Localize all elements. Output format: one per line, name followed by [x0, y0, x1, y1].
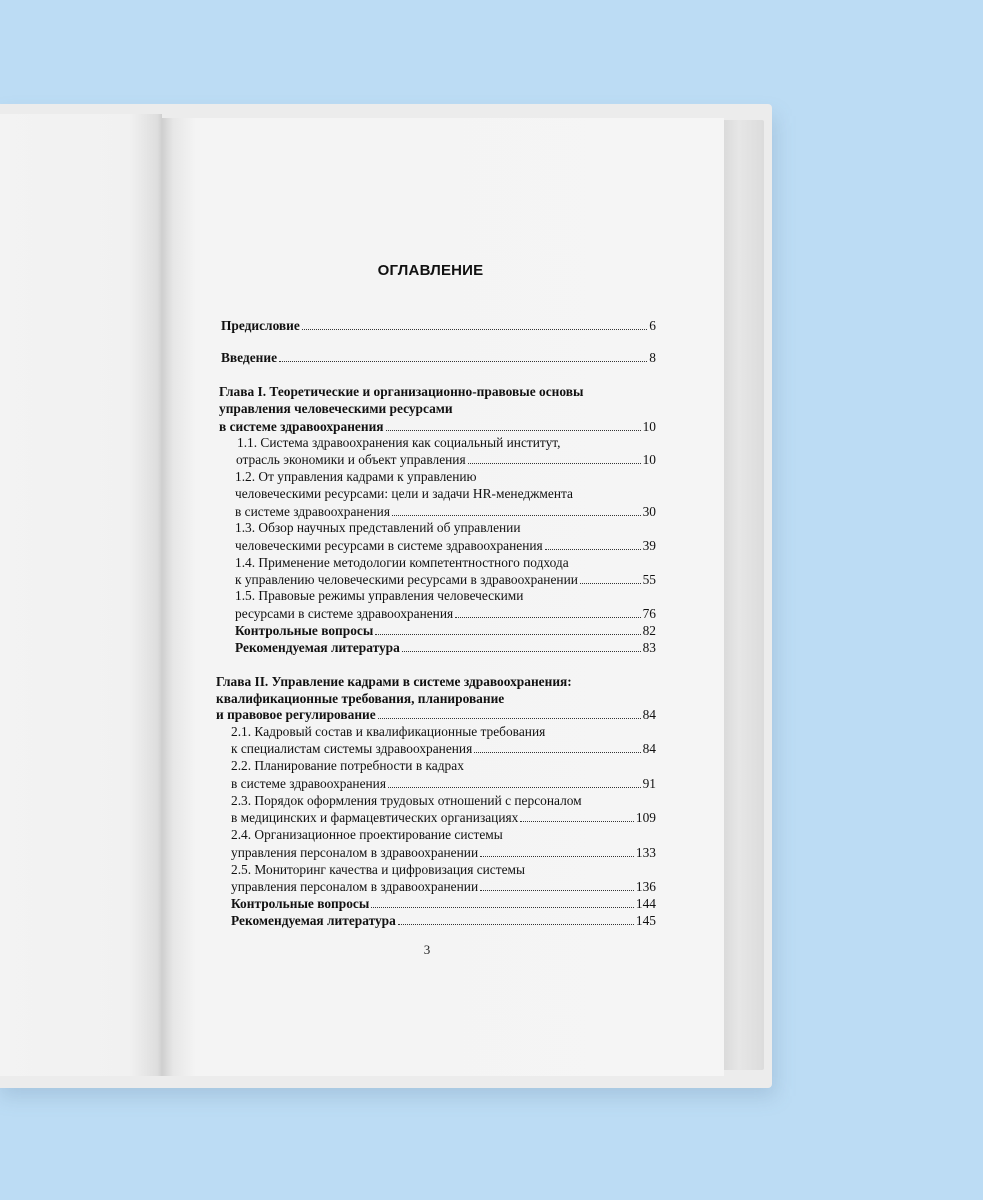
toc-entry-text: 1.1. Система здравоохранения как социальный институт,	[237, 435, 561, 450]
toc-entry	[235, 555, 569, 571]
page-edges	[722, 120, 764, 1070]
toc-entry-text: человеческими ресурсами: цели и задачи HR-менеджмента	[235, 486, 573, 501]
toc-entry-text: Введение	[221, 350, 278, 365]
toc-entry-page: 133	[635, 845, 656, 860]
toc-entry	[221, 318, 656, 334]
toc-entry-text: управления персоналом в здравоохранении	[231, 879, 479, 894]
toc-entry	[231, 913, 656, 929]
toc-entry-page: 8	[649, 350, 656, 365]
toc-entry-page: 84	[642, 707, 656, 722]
toc-entry-page: 83	[642, 640, 656, 655]
toc-entry-page: 91	[642, 776, 656, 791]
toc-entry-text: 1.3. Обзор научных представлений об управлении	[235, 520, 521, 535]
toc-entry-text: ресурсами в системе здравоохранения	[235, 606, 454, 621]
dot-leader	[371, 907, 634, 908]
toc-entry-text: 2.5. Мониторинг качества и цифровизация системы	[231, 862, 526, 877]
toc-entry-page: 145	[635, 913, 656, 928]
toc-entry	[235, 572, 656, 588]
toc-entry	[216, 691, 504, 707]
toc-entry-text: к управлению человеческими ресурсами в здравоохранении	[235, 572, 578, 587]
toc-entry-page: 30	[642, 504, 656, 519]
dot-leader	[402, 651, 641, 652]
toc-entry	[231, 724, 545, 740]
toc-entry-page: 136	[635, 879, 656, 894]
dot-leader	[392, 515, 641, 516]
toc-entry-text: Контрольные вопросы	[231, 896, 370, 911]
toc-entry-page: 82	[642, 623, 656, 638]
dot-leader	[455, 617, 640, 618]
toc-entry-text: 2.3. Порядок оформления трудовых отношений с персоналом	[231, 793, 582, 808]
dot-leader	[580, 583, 641, 584]
toc-entry	[231, 827, 503, 843]
toc-entry	[235, 538, 656, 554]
toc-entry	[235, 520, 521, 536]
dot-leader	[474, 752, 640, 753]
toc-entry	[219, 384, 583, 400]
toc-entry-page: 10	[642, 419, 656, 434]
toc-entry	[231, 793, 582, 809]
dot-leader	[386, 430, 641, 431]
toc-entry-text: управления человеческими ресурсами	[219, 401, 453, 416]
dot-leader	[480, 856, 634, 857]
toc-entry-text: 1.5. Правовые режимы управления человеческими	[235, 588, 524, 603]
page-number: 3	[423, 942, 431, 957]
toc-entry-text: 2.4. Организационное проектирование системы	[231, 827, 503, 842]
toc-entry-text: 1.2. От управления кадрами к управлению	[235, 469, 477, 484]
toc-entry-text: в системе здравоохранения	[235, 504, 391, 519]
toc-entry	[216, 674, 572, 690]
toc-entry	[237, 435, 560, 451]
left-page	[0, 114, 162, 1076]
toc-entry	[221, 350, 656, 366]
dot-leader	[545, 549, 641, 550]
toc-entry-text: в медицинских и фармацевтических организациях	[231, 810, 519, 825]
toc-entry-text: к специалистам системы здравоохранения	[231, 741, 473, 756]
toc-entry	[235, 486, 573, 502]
toc-entry	[235, 606, 656, 622]
dot-leader	[388, 787, 641, 788]
toc-entry	[231, 776, 656, 792]
toc-entry-text: Предисловие	[221, 318, 300, 333]
toc-entry-text: Рекомендуемая литература	[235, 640, 400, 655]
toc-entry	[235, 640, 656, 656]
toc-entry	[231, 862, 525, 878]
toc-entry-text: 1.4. Применение методологии компетентностного подхода	[235, 555, 569, 570]
toc-entry-page: 144	[635, 896, 656, 911]
toc-entry	[231, 879, 656, 895]
toc-entry	[236, 452, 656, 468]
toc-entry-page: 109	[635, 810, 656, 825]
toc-entry-text: в системе здравоохранения	[231, 776, 387, 791]
toc-title: ОГЛАВЛЕНИЕ	[377, 262, 484, 279]
dot-leader	[480, 890, 634, 891]
toc-entry	[219, 419, 656, 435]
toc-entry	[235, 623, 656, 639]
toc-entry	[219, 401, 453, 417]
toc-entry-page: 76	[642, 606, 656, 621]
toc-entry	[235, 504, 656, 520]
dot-leader	[398, 924, 634, 925]
toc-entry-page: 39	[642, 538, 656, 553]
dot-leader	[520, 821, 634, 822]
toc-entry-text: Рекомендуемая литература	[231, 913, 396, 928]
dot-leader	[468, 463, 641, 464]
toc-entry-text: и правовое регулирование	[216, 707, 376, 722]
toc-entry	[231, 845, 656, 861]
dot-leader	[378, 718, 641, 719]
toc-entry-text: человеческими ресурсами в системе здравоохранения	[235, 538, 543, 553]
toc-entry	[231, 896, 656, 912]
toc-entry-page: 6	[649, 318, 656, 333]
toc-entry-text: Глава I. Теоретические и организационно-правовые основы	[219, 384, 584, 399]
toc-entry-text: в системе здравоохранения	[219, 419, 384, 434]
toc-entry-text: квалификационные требования, планирование	[216, 691, 505, 706]
toc-entry	[216, 707, 656, 723]
toc-entry	[235, 469, 477, 485]
toc-entry-page: 55	[642, 572, 656, 587]
toc-entry	[231, 741, 656, 757]
toc-entry	[231, 810, 656, 826]
toc-entry-page: 10	[642, 452, 656, 467]
toc-entry-text: отрасль экономики и объект управления	[236, 452, 466, 467]
toc-entry-text: управления персоналом в здравоохранении	[231, 845, 479, 860]
toc-entry-text: 2.1. Кадровый состав и квалификационные требования	[231, 724, 546, 739]
toc-entry-text: 2.2. Планирование потребности в кадрах	[231, 758, 464, 773]
dot-leader	[302, 329, 647, 330]
toc-entry	[231, 758, 464, 774]
toc-entry	[235, 588, 523, 604]
toc-entry-text: Глава II. Управление кадрами в системе здравоохранения:	[216, 674, 572, 689]
toc-entry-page: 84	[642, 741, 656, 756]
toc-entry-text: Контрольные вопросы	[235, 623, 374, 638]
dot-leader	[375, 634, 640, 635]
dot-leader	[279, 361, 647, 362]
